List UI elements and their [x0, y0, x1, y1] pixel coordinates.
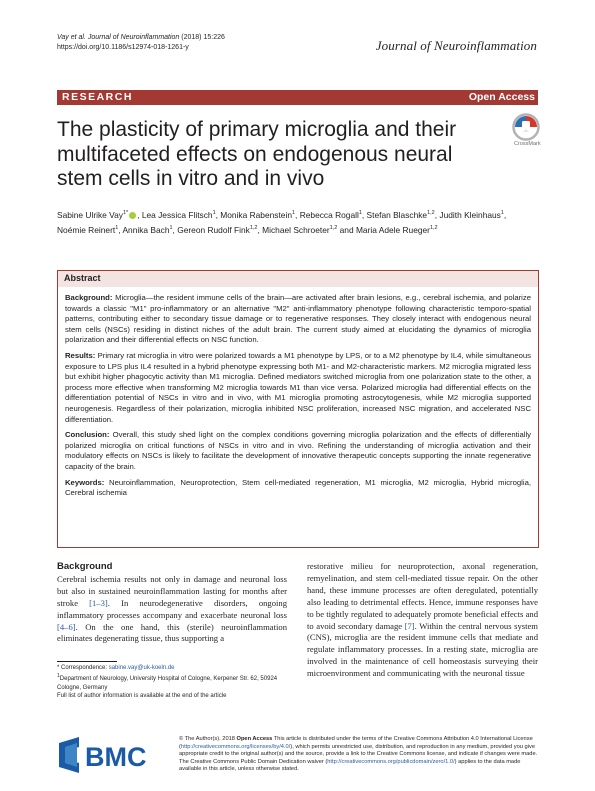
author-name: Judith Kleinhaus	[439, 209, 501, 220]
author-name: Sabine Ulrike Vay	[57, 209, 123, 220]
author	[177, 225, 257, 235]
correspondence-email[interactable]: sabine.vay@uk-koeln.de	[108, 665, 175, 671]
license-part: © The Author(s). 2018	[179, 736, 237, 742]
body-text: Cerebral ischemia results not only in damage and neuronal loss but also in sustained neuroinflammation lasting for months after stroke	[57, 573, 287, 608]
doi-link[interactable]: https://doi.org/10.1186/s12974-018-1261-y	[57, 43, 189, 51]
journal-name-suffix: Neuroinflammation	[433, 38, 537, 53]
author-affiliation-sup: 1,2	[329, 225, 338, 232]
abstract-results-label: Results:	[65, 350, 96, 360]
author-affiliation-sup: 1	[169, 225, 173, 232]
footnotes	[57, 664, 287, 700]
author	[57, 225, 118, 235]
author-affiliation-sup: 1*	[122, 210, 129, 216]
author-name: Stefan Blaschke	[366, 209, 428, 220]
citation-details: (2018) 15:226	[181, 34, 225, 41]
license-link-by[interactable]: http://creativecommons.org/licenses/by/4.0/	[180, 743, 291, 750]
author-affiliation-sup: 1,2	[249, 225, 258, 232]
author	[57, 210, 137, 220]
license-link-zero[interactable]: http://creativecommons.org/publicdomain/zero/1.0/	[327, 758, 455, 765]
abstract-conclusion-text: Overall, this study shed light on the complex conditions governing microglia polarization and the effects of differentially polarized microglia on critical functions of NSCs in vitro and in vivo. Refining the understanding of microglia activation and their modulatory effects on NSCs is likely to facilitate the development of innovative therapeutic concepts supporting the innate regenerative capacity of the brain.	[65, 430, 531, 471]
author-affiliation-sup: 1	[115, 225, 119, 232]
abstract-results-text: Primary rat microglia in vitro were polarized towards a M1 phenotype by LPS, or to a M2 phenotype by IL4, while simultaneous exposure to LPS plus IL4 resulted in a hybrid phenotype expressing both M1- and M2-characteristic markers. M2 microglia migrated less but exhibit higher phagocytic activity than M1 microglia. Defined mediators switched microglia from one polarization state to the other, a process more effective when transforming M2 microglia towards M1 than vice versa. Polarized microglia had differential effects on the differentiation potential of NSCs in vitro and in vivo, with M1 microglia promoting astrocytogenesis, while M2 microglia supported neurogenesis. Regardless of their polarization, microglia inhibited NSC proliferation, increased NSC migration, and accelerated NSC differentiation.	[65, 350, 532, 424]
keywords-label: Keywords:	[65, 477, 105, 487]
abstract-background-label: Background:	[65, 293, 113, 302]
author-affiliation-sup: 1,2	[427, 210, 435, 216]
body-column-right	[307, 561, 538, 680]
author-affiliation-sup: 1	[291, 210, 296, 216]
article-title: The plasticity of primary microglia and their multifaceted effects on endogenous neural stem cells in vitro and in vivo	[57, 118, 457, 190]
citation-authors: Vay et al.	[57, 34, 86, 41]
open-access-label: Open Access	[468, 91, 535, 103]
license-part: ) applies to the data made available in this article, unless otherwise stated.	[179, 758, 521, 773]
author-name: Gereon Rudolf Fink	[177, 225, 250, 236]
abstract-header	[58, 271, 538, 287]
abstract-background	[65, 293, 531, 346]
author-name: Michael Schroeter	[262, 225, 330, 236]
citation-link[interactable]: [1–3]	[89, 597, 108, 608]
bmc-logo	[57, 735, 167, 775]
author	[262, 225, 337, 235]
abstract-results	[65, 351, 531, 425]
article-type-band	[57, 90, 538, 105]
abstract-heading: Abstract	[64, 273, 101, 283]
running-header	[57, 33, 225, 52]
abstract-background-text: Microglia—the resident immune cells of the brain—are activated after brain lesions, e.g., cerebral ischemia, and polarize towards a classic "M1" pro-inflammatory or an alternative "M2" anti-inflammatory phenotype following characteristic temporo-spatial patterns, contributing either to secondary tissue damage or to regenerative responses. They closely interact with endogenous neural stem cells (NSCs) residing in distinct niches of the adult brain. The current study aimed at elucidating the dynamics of microglia polarization and their differential effects on NSC function.	[65, 293, 531, 345]
body-column-left	[57, 561, 287, 645]
citation-journal: Journal of Neuroinflammation	[87, 34, 180, 41]
author-affiliation-sup: 1	[500, 210, 504, 216]
body-text: . On the one hand, this (sterile) neuroinflammation eliminates degenerating tissue, thus supporting a	[57, 621, 287, 644]
author-name: Noémie Reinert	[57, 225, 116, 236]
author	[367, 210, 435, 220]
crossmark-icon[interactable]	[511, 112, 541, 142]
footnote-rule	[57, 661, 117, 662]
abstract-conclusion	[65, 430, 531, 472]
author-list: Sabine Ulrike Vay$^{1*}$ , Lea Jessica Flitsch$^1$, Monika Rabenstein$^1$, Rebecca Rogall$^1$, Stefan Blaschke$^{1,2}$, Judith Kleinhaus$^1$, Noémie Reinert$^1$, Annika Bach$^1$, Gereon Rudolf Fink$^{1,2}$, Michael Schroeter$^{1,2}$ and Maria Adele Rueger$^{1,2}$	[57, 209, 507, 236]
bmc-logo-text: BMC	[85, 742, 147, 772]
abstract-conclusion-label: Conclusion:	[65, 430, 110, 440]
abstract-box	[57, 270, 539, 548]
affiliation-text: Department of Neurology, University Hospital of Cologne, Kerpener Str. 62, 50924 Cologne, Germany	[57, 676, 278, 691]
journal-name-prefix: Journal of	[375, 38, 434, 53]
license-text	[179, 736, 541, 774]
author-affiliation-sup: 1	[212, 210, 216, 216]
author-affiliation-sup: 1,2	[429, 225, 438, 232]
body-text: . In neurodegenerative disorders, ongoing inflammatory processes accompany and exacerbate neuronal loss	[57, 597, 288, 620]
license-open-access: Open Access	[236, 736, 273, 742]
author-name: Lea Jessica Flitsch	[141, 209, 213, 220]
crossmark-label: CrossMark	[514, 141, 541, 147]
author-name: Rebecca Rogall	[299, 209, 359, 220]
license-part: ), which permits unrestricted use, distribution, and reproduction in any medium, provided you give appropriate credit to the original author(s) and the source, provide a link to the Creative Commons license, and indicate if changes were made. The Creative Commons Public Domain Dedication waiver (	[179, 743, 538, 765]
author-name: Annika Bach	[122, 225, 170, 236]
author-name: Maria Adele Rueger	[355, 225, 430, 236]
body-text: . Within the central nervous system (CNS), microglia are the resident immune cells that mediate and regulate inflammatory processes. In a resting state, microglia are involved in the maintenance of cell homeostasis surveying their microenvironment and communicating with the neuronal tissue	[307, 620, 538, 679]
author	[439, 210, 504, 220]
citation-link[interactable]: [7]	[404, 620, 415, 631]
author-name: Monika Rabenstein	[220, 209, 292, 220]
section-title-background: Background	[57, 561, 113, 572]
author	[220, 210, 295, 220]
author	[142, 210, 216, 220]
author	[122, 225, 172, 235]
article-type-label: RESEARCH	[62, 91, 133, 103]
keywords-text: Neuroinflammation, Neuroprotection, Stem cell-mediated regeneration, M1 microglia, M2 microglia, Hybrid microglia, Cerebral ischemia	[65, 477, 531, 498]
journal-name	[376, 38, 537, 54]
body-text: restorative milieu for neuroprotection, axonal regeneration, remyelination, and stem cell-mediated tissue repair. On the other hand, these immune processes are often deregulated, potentially also leading to detrimental effects. Hence, immune responses have to be tightly regulated to adequately promote beneficial effects and to avoid secondary damage	[307, 561, 538, 631]
author-affiliation-sup: 1	[358, 210, 362, 216]
author	[300, 210, 362, 220]
author	[356, 225, 438, 235]
more-info-text: Full list of author information is available at the end of the article	[57, 692, 227, 699]
correspondence-label: * Correspondence:	[57, 665, 109, 671]
affiliation-sup: 1	[57, 673, 60, 680]
citation-link[interactable]: [4–6]	[57, 621, 76, 632]
abstract-keywords	[65, 478, 531, 499]
abstract-body	[65, 293, 531, 504]
orcid-icon[interactable]	[129, 212, 136, 219]
license-part: This article is distributed under the terms of the Creative Commons Attribution 4.0 International License (	[179, 736, 533, 750]
